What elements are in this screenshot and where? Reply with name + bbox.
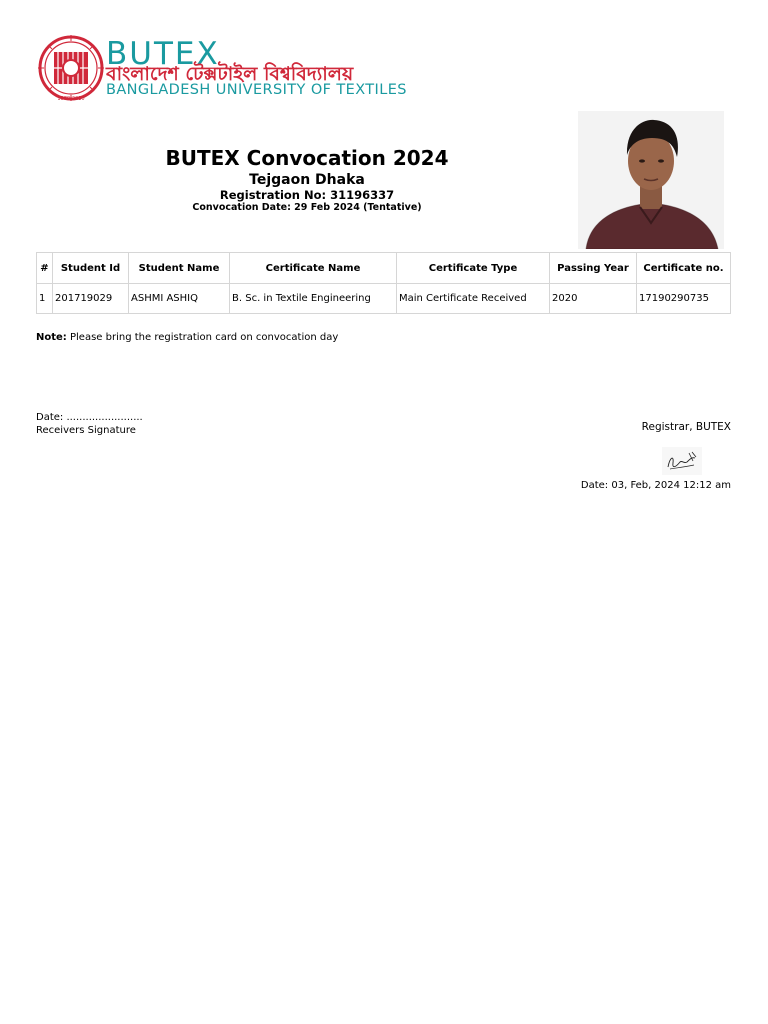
cell-student-id: 201719029 bbox=[53, 284, 129, 314]
registrar-signature-icon bbox=[662, 447, 702, 475]
page-title: BUTEX Convocation 2024 bbox=[165, 146, 449, 170]
column-header-certificate-name: Certificate Name bbox=[230, 253, 397, 284]
receiver-date-line: Date: ........................ bbox=[36, 412, 143, 423]
butex-logo bbox=[38, 30, 408, 110]
table-header-row bbox=[37, 253, 731, 284]
cell-certificate-type: Main Certificate Received bbox=[397, 284, 550, 314]
cell-number: 1 bbox=[37, 284, 53, 314]
column-header-passing-year: Passing Year bbox=[550, 253, 637, 284]
column-header-certificate-type: Certificate Type bbox=[397, 253, 550, 284]
column-header-certificate-no: Certificate no. bbox=[637, 253, 731, 284]
cell-student-name: ASHMI ASHIQ bbox=[129, 284, 230, 314]
column-header-student-id: Student Id bbox=[53, 253, 129, 284]
logo-wordmark: BUTEX bbox=[106, 36, 220, 72]
document-header bbox=[0, 144, 614, 214]
student-portrait-icon bbox=[578, 111, 724, 249]
registration-number: Registration No: 31196337 bbox=[219, 188, 395, 202]
note-label: Note: bbox=[36, 332, 67, 343]
venue-location: Tejgaon Dhaka bbox=[249, 172, 365, 188]
registrar-label: Registrar, BUTEX bbox=[641, 421, 731, 433]
student-photo bbox=[578, 111, 724, 249]
certificate-table bbox=[36, 252, 731, 314]
table-row bbox=[37, 284, 731, 314]
cell-certificate-no: 17190290735 bbox=[637, 284, 731, 314]
receivers-signature-label: Receivers Signature bbox=[36, 425, 136, 436]
cell-certificate-name: B. Sc. in Textile Engineering bbox=[230, 284, 397, 314]
logo-bangla-name: বাংলাদেশ টেক্সটাইল বিশ্ববিদ্যালয় bbox=[106, 63, 354, 85]
university-seal-icon bbox=[38, 30, 104, 108]
convocation-date: Convocation Date: 29 Feb 2024 (Tentative) bbox=[192, 202, 422, 213]
logo-english-name: BANGLADESH UNIVERSITY OF TEXTILES bbox=[106, 82, 407, 98]
print-date: Date: 03, Feb, 2024 12:12 am bbox=[580, 480, 731, 491]
note-text: Please bring the registration card on convocation day bbox=[70, 332, 339, 343]
svg-text:1978-2010: 1978-2010 bbox=[57, 96, 85, 102]
column-header-student-name: Student Name bbox=[129, 253, 230, 284]
cell-passing-year: 2020 bbox=[550, 284, 637, 314]
note bbox=[36, 332, 338, 343]
column-header-number: # bbox=[37, 253, 53, 284]
